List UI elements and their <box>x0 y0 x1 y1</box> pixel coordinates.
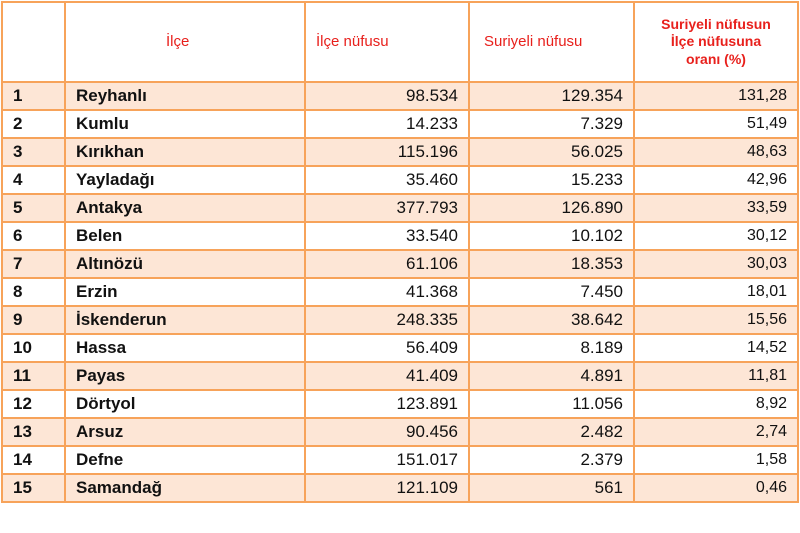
district-population-table <box>1 1 799 503</box>
ratio-cell: 30,12 <box>634 222 798 250</box>
header-ratio-line-2: İlçe nüfusuna <box>670 33 762 50</box>
district-population-cell: 248.335 <box>305 306 469 334</box>
district-cell: Kırıkhan <box>65 138 305 166</box>
district-population-cell: 35.460 <box>305 166 469 194</box>
syrian-population-cell: 38.642 <box>469 306 634 334</box>
syrian-population-cell: 129.354 <box>469 82 634 110</box>
header-syrian-population: Suriyeli nüfusu <box>469 2 634 82</box>
district-cell: Erzin <box>65 278 305 306</box>
syrian-population-cell: 2.379 <box>469 446 634 474</box>
table-row <box>2 110 798 138</box>
table-row <box>2 474 798 502</box>
district-cell: Arsuz <box>65 418 305 446</box>
district-population-cell: 61.106 <box>305 250 469 278</box>
ratio-cell: 15,56 <box>634 306 798 334</box>
header-rank <box>2 2 65 82</box>
table-row <box>2 278 798 306</box>
table-row <box>2 418 798 446</box>
rank-cell: 3 <box>2 138 65 166</box>
ratio-cell: 51,49 <box>634 110 798 138</box>
district-population-cell: 121.109 <box>305 474 469 502</box>
rank-cell: 1 <box>2 82 65 110</box>
district-population-cell: 14.233 <box>305 110 469 138</box>
ratio-cell: 11,81 <box>634 362 798 390</box>
syrian-population-cell: 56.025 <box>469 138 634 166</box>
district-cell: Dörtyol <box>65 390 305 418</box>
rank-cell: 7 <box>2 250 65 278</box>
ratio-cell: 30,03 <box>634 250 798 278</box>
table-row <box>2 250 798 278</box>
rank-cell: 14 <box>2 446 65 474</box>
ratio-cell: 1,58 <box>634 446 798 474</box>
district-population-cell: 41.409 <box>305 362 469 390</box>
district-cell: Yayladağı <box>65 166 305 194</box>
table-body <box>2 82 798 502</box>
syrian-population-cell: 7.450 <box>469 278 634 306</box>
district-cell: Defne <box>65 446 305 474</box>
syrian-population-cell: 15.233 <box>469 166 634 194</box>
syrian-population-cell: 7.329 <box>469 110 634 138</box>
header-ratio-line-1: Suriyeli nüfusun <box>661 15 771 32</box>
district-cell: Altınözü <box>65 250 305 278</box>
table-header-row <box>2 2 798 82</box>
ratio-cell: 0,46 <box>634 474 798 502</box>
table-row <box>2 390 798 418</box>
rank-cell: 9 <box>2 306 65 334</box>
table-row <box>2 306 798 334</box>
rank-cell: 6 <box>2 222 65 250</box>
district-cell: Kumlu <box>65 110 305 138</box>
syrian-population-cell: 18.353 <box>469 250 634 278</box>
district-cell: İskenderun <box>65 306 305 334</box>
ratio-cell: 2,74 <box>634 418 798 446</box>
district-population-cell: 377.793 <box>305 194 469 222</box>
district-cell: Payas <box>65 362 305 390</box>
rank-cell: 12 <box>2 390 65 418</box>
rank-cell: 11 <box>2 362 65 390</box>
syrian-population-cell: 561 <box>469 474 634 502</box>
rank-cell: 2 <box>2 110 65 138</box>
header-district: İlçe <box>65 2 305 82</box>
rank-cell: 13 <box>2 418 65 446</box>
table-row <box>2 194 798 222</box>
district-population-cell: 123.891 <box>305 390 469 418</box>
table-row <box>2 362 798 390</box>
syrian-population-cell: 126.890 <box>469 194 634 222</box>
syrian-population-cell: 8.189 <box>469 334 634 362</box>
rank-cell: 10 <box>2 334 65 362</box>
table-row <box>2 138 798 166</box>
ratio-cell: 42,96 <box>634 166 798 194</box>
district-cell: Antakya <box>65 194 305 222</box>
district-population-cell: 98.534 <box>305 82 469 110</box>
ratio-cell: 18,01 <box>634 278 798 306</box>
district-population-cell: 33.540 <box>305 222 469 250</box>
rank-cell: 8 <box>2 278 65 306</box>
ratio-cell: 48,63 <box>634 138 798 166</box>
ratio-cell: 131,28 <box>634 82 798 110</box>
header-ratio <box>634 2 798 82</box>
table-row <box>2 446 798 474</box>
ratio-cell: 8,92 <box>634 390 798 418</box>
district-population-cell: 115.196 <box>305 138 469 166</box>
rank-cell: 5 <box>2 194 65 222</box>
district-cell: Samandağ <box>65 474 305 502</box>
ratio-cell: 33,59 <box>634 194 798 222</box>
table-row <box>2 82 798 110</box>
table-row <box>2 334 798 362</box>
district-population-cell: 41.368 <box>305 278 469 306</box>
district-population-cell: 56.409 <box>305 334 469 362</box>
ratio-cell: 14,52 <box>634 334 798 362</box>
table-row <box>2 222 798 250</box>
syrian-population-cell: 11.056 <box>469 390 634 418</box>
rank-cell: 15 <box>2 474 65 502</box>
rank-cell: 4 <box>2 166 65 194</box>
district-cell: Reyhanlı <box>65 82 305 110</box>
syrian-population-cell: 4.891 <box>469 362 634 390</box>
syrian-population-cell: 2.482 <box>469 418 634 446</box>
syrian-population-cell: 10.102 <box>469 222 634 250</box>
district-cell: Belen <box>65 222 305 250</box>
district-population-cell: 90.456 <box>305 418 469 446</box>
district-cell: Hassa <box>65 334 305 362</box>
district-population-cell: 151.017 <box>305 446 469 474</box>
header-district-population: İlçe nüfusu <box>305 2 469 82</box>
header-ratio-line-3: oranı (%) <box>686 50 746 67</box>
table-row <box>2 166 798 194</box>
